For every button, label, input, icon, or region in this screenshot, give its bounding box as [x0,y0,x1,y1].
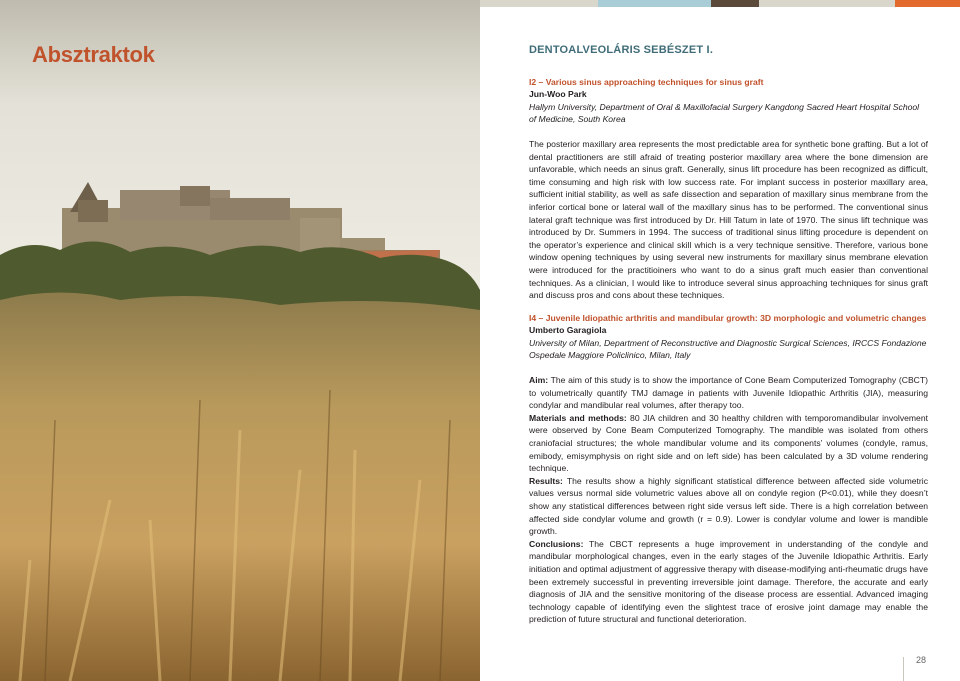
aim-paragraph [529,374,928,412]
abstract-i4 [529,312,928,626]
color-bar-1 [480,0,598,7]
results-paragraph [529,475,928,538]
color-bar-4 [759,0,895,7]
color-bar-3 [711,0,759,7]
abstract-body: The posterior maxillary area represents the most predictable area for synthetic bone grafting. But a lot of dental practitioners are still afraid of treating posterior maxillary area where the bone dimension are unfavorable, which needs an sinus graft. Generally, sinus lift procedure has been recognized as difficult, time consuming and high risk with low success rate. For implant success in posterior maxillary area, sufficient initial stability, as well as safe dissection and separation of maxillary sinus membrane from the inferior cortical bone or lateral wall of the maxillary sinus has to be performed. The conventional sinus lateral graft technique was first introduced by Dr. Hill Tatum in late of 1970. The sinus lift technique was introduced by Dr. Summers in 1994. The success of traditional sinus lifting procedure is dependent on the operator’s experience and clinical skill which is a very technique sensitive. Therefore, various bone window opening techniques by using several new instruments for maxillary sinus membrane elevation were introduced for the practitioiners who want to do a sinus graft much easier than conventional techniques. As a clinician, I would like to introduce several sinus approaching techniques for sinus graft and discuss pros and cons about these techniques. [529,138,928,301]
color-bar-2 [598,0,711,7]
conclusions-paragraph [529,538,928,626]
conclusions-label: Conclusions: [529,538,584,549]
abstract-author: Jun-Woo Park [529,89,587,100]
abstract-title: I2 – Various sinus approaching techniques for sinus graft [529,76,764,87]
conclusions-text: The CBCT represents a huge improvement in understanding of the condyle and mandibular morphological changes, even in the early stages of the Juvenile Idiopathic Arthritis. Early initiation and optimal adjustment of aggressive therapy with disease-modifying anti-rheumatic drugs have been extremely successful in preventing irreversible joint damage. Therefore, the accurate and early diagnosis of JIA and the sensitive monitoring of the disease process are essential. Advanced imaging technology capable of identifying even the slightest trace of erosive joint damage may enable the prediction of future structural and functional deterioration. [529,538,928,625]
methods-paragraph [529,412,928,475]
section-title: Absztraktok [32,42,155,67]
abstract-author: Umberto Garagiola [529,325,607,336]
methods-label: Materials and methods: [529,412,627,423]
aim-text: The aim of this study is to show the importance of Cone Beam Computerized Tomography (CBCT) to volumetrically quantify TMJ damage in patients with Juvenile Idiopathic Arthritis (JIA), measuring condylar and mandibular real volumes, after therapy too. [529,375,928,411]
methods-text: 80 JIA children and 30 healthy children with temporomandibular involvement were observed by Cone Beam Computerized Tomography. The mandible was isolated from others craniofacial structures; the whole mandibular volume and its components’ volumes (condyle, ramus, emibody, emisymphysis on right side and on left side) has been calculated by a 3D volume rendering technique. [529,412,929,474]
abstract-i2 [529,76,928,302]
grass-field [0,293,480,681]
aim-label: Aim: [529,375,549,386]
results-text: The results show a highly significant statistical difference between affected side volumetric values versus normal side volumetric values above all on condyle region (P<0.01), while they doesn’t show any statistical differences between right side versus left side. There is a high correlation between affected side condylar volume and growth (r = 0.9). Lower is condylar volume and lower is mandible growth. [529,475,928,537]
chapter-heading: DENTOALVEOLÁRIS SEBÉSZET I. [529,44,714,56]
page-number: 28 [916,655,927,665]
abstract-title: I4 – Juvenile Idiopathic arthritis and mandibular growth: 3D morphologic and volumetric changes [529,312,927,323]
color-bar-5 [895,0,960,7]
page-number-rule [903,657,904,681]
results-label: Results: [529,475,563,486]
abstract-affiliation: Hallym University, Department of Oral & Maxillofacial Surgery Kangdong Sacred Heart Hospital School of Medicine, South Korea [529,101,920,125]
abstracts-column [529,44,928,626]
abstract-affiliation: University of Milan, Department of Reconstructive and Diagnostic Surgical Sciences, IRCCS Fondazione Ospedale Maggiore Policlinico, Milan, Italy [529,337,927,361]
